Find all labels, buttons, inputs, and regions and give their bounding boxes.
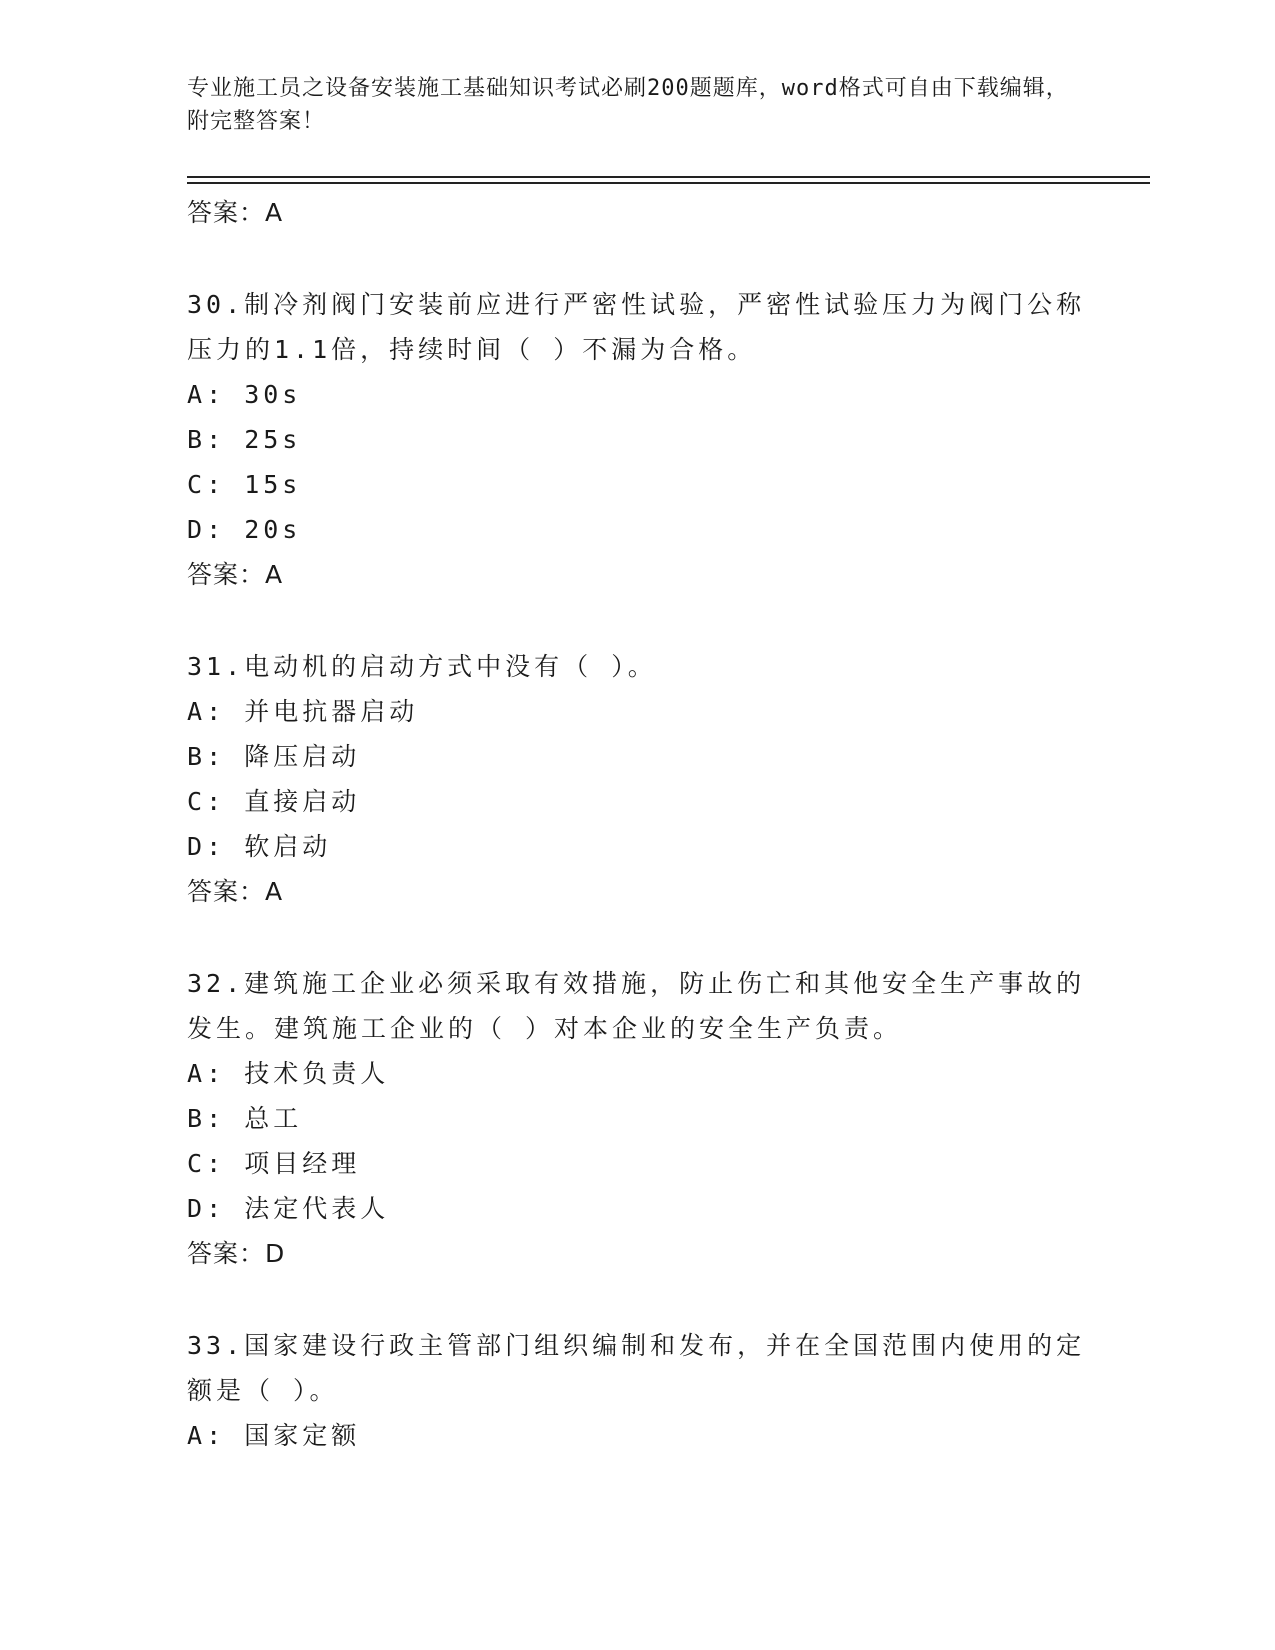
question-stem: 30.制冷剂阀门安装前应进行严密性试验，严密性试验压力为阀门公称压力的1.1倍，持续时间（ ）不漏为合格。: [187, 290, 1086, 364]
option-key: B: [187, 1104, 207, 1133]
option-key: A: [187, 1059, 207, 1088]
option-line: [187, 417, 1087, 462]
question-item: [187, 961, 1087, 1276]
option-separator: :: [206, 832, 226, 861]
option-key: C: [187, 470, 207, 499]
option-text: 软启动: [244, 832, 332, 861]
option-text: 国家定额: [244, 1421, 361, 1450]
option-separator: :: [206, 515, 226, 544]
option-separator: :: [206, 425, 226, 454]
answer-line: 答案：A: [187, 560, 284, 589]
question-list: [187, 190, 1087, 1458]
answer-line: 答案：A: [187, 877, 284, 906]
option-key: D: [187, 832, 207, 861]
answer-line: 答案：A: [187, 198, 284, 227]
option-text: 技术负责人: [244, 1059, 390, 1088]
option-separator: :: [206, 380, 226, 409]
option-key: A: [187, 697, 207, 726]
option-text: 15s: [244, 470, 302, 499]
option-line: [187, 824, 1087, 869]
option-line: [187, 372, 1087, 417]
question-stem: 33.国家建设行政主管部门组织编制和发布，并在全国范围内使用的定额是（ ）。: [187, 1331, 1086, 1405]
option-text: 30s: [244, 380, 302, 409]
option-separator: :: [206, 1194, 226, 1223]
option-line: [187, 1051, 1087, 1096]
question-item: [187, 644, 1087, 914]
document-title: 专业施工员之设备安装施工基础知识考试必刷200题题库，word格式可自由下载编辑，附完整答案！: [187, 76, 1069, 134]
option-text: 并电抗器启动: [244, 697, 419, 726]
option-separator: :: [206, 742, 226, 771]
option-line: [187, 1096, 1087, 1141]
option-separator: :: [206, 470, 226, 499]
option-text: 25s: [244, 425, 302, 454]
document-header: [187, 72, 1087, 138]
option-line: [187, 779, 1087, 824]
option-line: [187, 734, 1087, 779]
option-key: C: [187, 1149, 207, 1178]
option-key: C: [187, 787, 207, 816]
option-separator: :: [206, 697, 226, 726]
question-stem: 31.电动机的启动方式中没有（ ）。: [187, 652, 657, 681]
option-key: A: [187, 380, 207, 409]
option-text: 项目经理: [244, 1149, 361, 1178]
option-text: 总工: [244, 1104, 303, 1133]
option-separator: :: [206, 1059, 226, 1088]
option-line: [187, 507, 1087, 552]
option-separator: :: [206, 1149, 226, 1178]
option-key: B: [187, 742, 207, 771]
question-stem: 32.建筑施工企业必须采取有效措施，防止伤亡和其他安全生产事故的发生。建筑施工企业的（ ）对本企业的安全生产负责。: [187, 969, 1086, 1043]
option-text: 法定代表人: [244, 1194, 390, 1223]
option-line: [187, 689, 1087, 734]
option-separator: :: [206, 1421, 226, 1450]
question-item: [187, 282, 1087, 597]
option-text: 直接启动: [244, 787, 361, 816]
option-text: 降压启动: [244, 742, 361, 771]
option-key: B: [187, 425, 207, 454]
option-key: D: [187, 515, 207, 544]
option-line: [187, 1413, 1087, 1458]
option-key: D: [187, 1194, 207, 1223]
option-text: 20s: [244, 515, 302, 544]
option-separator: :: [206, 787, 226, 816]
option-line: [187, 1141, 1087, 1186]
question-item: [187, 1323, 1087, 1458]
option-line: [187, 1186, 1087, 1231]
header-rule-bottom: [187, 182, 1150, 184]
option-line: [187, 462, 1087, 507]
header-rule-top: [187, 176, 1150, 178]
answer-line: 答案：D: [187, 1239, 286, 1268]
option-key: A: [187, 1421, 207, 1450]
option-separator: :: [206, 1104, 226, 1133]
